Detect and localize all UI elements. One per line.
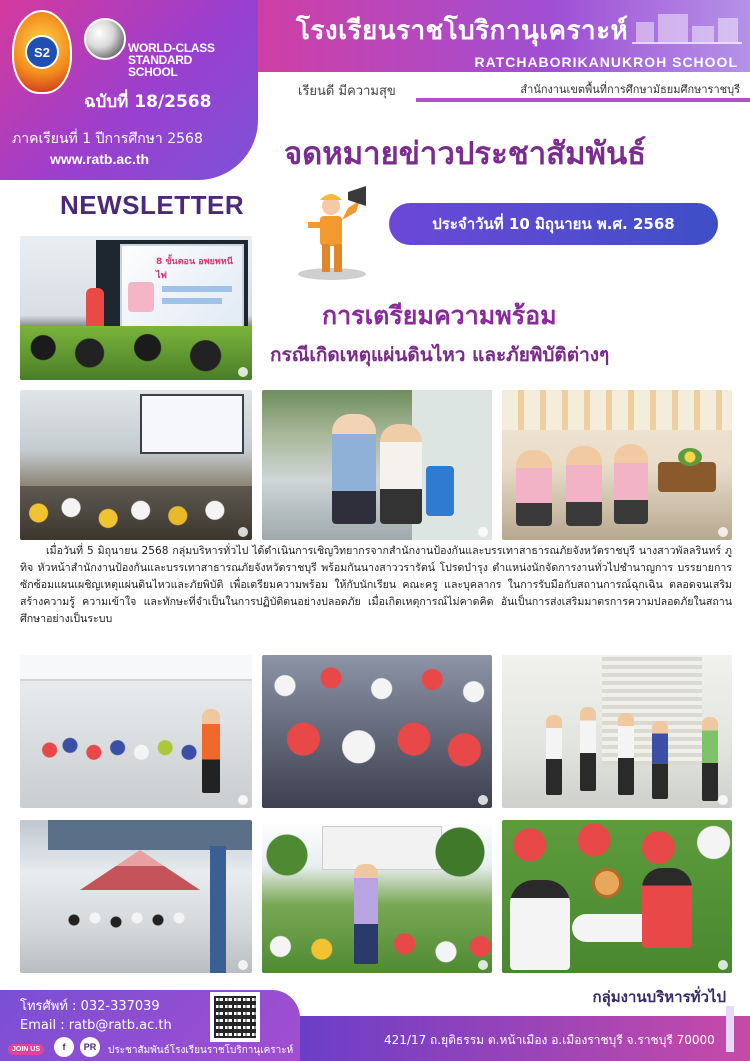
academic-term: ภาคเรียนที่ 1 ปีการศึกษา 2568 bbox=[12, 131, 203, 147]
photo-watermark-icon bbox=[238, 960, 248, 970]
article-body: เมื่อวันที่ 5 มิถุนายน 2568 กลุ่มบริหารทั่วไป ได้ดำเนินการเชิญวิทยากรจากสำนักงานป้องกันและบรรเทาสาธารณภัยจังหวัดราชบุรี นางสาวพัลลรินทร์ ภูทิจ หัวหน้าสำนักงานป้องกันและบรรเทาสาธารณภัยจังหวัดราชบุรี พร้อมกันนางสาววรารัตน์ โปรดบำรุง ตำแหน่งนักจัดการงานทั่วไปชำนาญการ บรรยายการซักซ้อมแผนเผชิญเหตุแผ่นดินไหวและภัยพิบัติ เพื่อเตรียมความพร้อม ให้กับนักเรียน คณะครู และบุคลากร ในการรับมือกับสถานการณ์ฉุกเฉิน ตลอดจนเสริมสร้างความรู้ ความเข้าใจ และทักษะที่จำเป็นในการปฏิบัติตนอย่างปลอดภัย เมื่อเกิดเหตุการณ์ไม่คาดคิด อันเป็นการส่งเสริมมาตรการความปลอดภัยในสถานศึกษาอย่างเป็นระบบ bbox=[20, 545, 732, 625]
slide-title: 8 ขั้นตอน อพยพหนีไฟ bbox=[156, 257, 233, 281]
photo-watermark-icon bbox=[238, 527, 248, 537]
photo-watermark-icon bbox=[238, 795, 248, 805]
education-office: สำนักงานเขตพื้นที่การศึกษามัธยมศึกษาราชบุรี bbox=[520, 83, 740, 96]
school-motto: เรียนดี มีความสุข bbox=[298, 84, 396, 99]
photo-students-crowd bbox=[262, 655, 492, 808]
facebook-icon[interactable]: f bbox=[54, 1037, 74, 1057]
website-link[interactable]: www.ratb.ac.th bbox=[50, 151, 150, 167]
newsletter-label: NEWSLETTER bbox=[60, 190, 245, 220]
date-badge: ประจำวันที่ 10 มิถุนายน พ.ศ. 2568 bbox=[389, 203, 718, 245]
headline-line2: กรณีเกิดเหตุแผ่นดินไหว และภัยพิบัติต่างๆ bbox=[270, 344, 610, 366]
photo-students-walking bbox=[502, 655, 732, 808]
headline-line1: การเตรียมความพร้อม bbox=[322, 301, 557, 330]
photo-hall-audience bbox=[20, 390, 252, 540]
photo-watermark-icon bbox=[238, 367, 248, 377]
world-class-logo-text: WORLD-CLASS STANDARD SCHOOL bbox=[128, 41, 215, 79]
qr-code-icon[interactable] bbox=[210, 992, 260, 1042]
photo-first-aid-drill bbox=[502, 820, 732, 973]
pr-page-label: ประชาสัมพันธ์โรงเรียนราชโบริกานุเคราะห์ bbox=[108, 1045, 294, 1056]
photo-watermark-icon bbox=[478, 527, 488, 537]
photo-watermark-icon bbox=[718, 795, 728, 805]
phone-number: โทรศัพท์ : 032-337039 bbox=[20, 999, 160, 1014]
photo-watermark-icon bbox=[718, 960, 728, 970]
photo-evacuation-walkway bbox=[20, 820, 252, 973]
world-class-globe-icon bbox=[84, 18, 126, 60]
footer-decor-bar bbox=[726, 1006, 734, 1052]
photo-watermark-icon bbox=[478, 795, 488, 805]
pr-logo-icon[interactable]: PR bbox=[80, 1037, 100, 1057]
email-address[interactable]: Email : ratb@ratb.ac.th bbox=[20, 1018, 172, 1033]
crest-emblem: S2 bbox=[25, 35, 59, 69]
newsletter-main-title: จดหมายข่าวประชาสัมพันธ์ bbox=[284, 136, 647, 172]
photo-watermark-icon bbox=[478, 960, 488, 970]
school-building-icon bbox=[632, 10, 742, 44]
photo-lecture-projector bbox=[20, 236, 252, 380]
department-label: กลุ่มงานบริหารทั่วไป bbox=[592, 988, 726, 1006]
school-crest-icon bbox=[12, 10, 72, 94]
join-us-badge: JOIN US bbox=[8, 1044, 44, 1055]
photo-teachers-seated bbox=[502, 390, 732, 540]
issue-number: ฉบับที่ 18/2568 bbox=[84, 92, 212, 112]
school-name-english: RATCHABORIKANUKROH SCHOOL bbox=[474, 54, 738, 70]
school-address: 421/17 ถ.ยุติธรรม ต.หน้าเมือง อ.เมืองราชบุรี จ.ราชบุรี 70000 bbox=[384, 1033, 715, 1047]
school-name-thai: โรงเรียนราชโบริกานุเคราะห์ bbox=[296, 16, 629, 46]
photo-assembly-field bbox=[262, 820, 492, 973]
photo-guests-seated bbox=[262, 390, 492, 540]
photo-watermark-icon bbox=[718, 527, 728, 537]
photo-students-floor bbox=[20, 655, 252, 808]
megaphone-mascot-icon bbox=[290, 182, 374, 282]
office-underline bbox=[416, 98, 750, 102]
